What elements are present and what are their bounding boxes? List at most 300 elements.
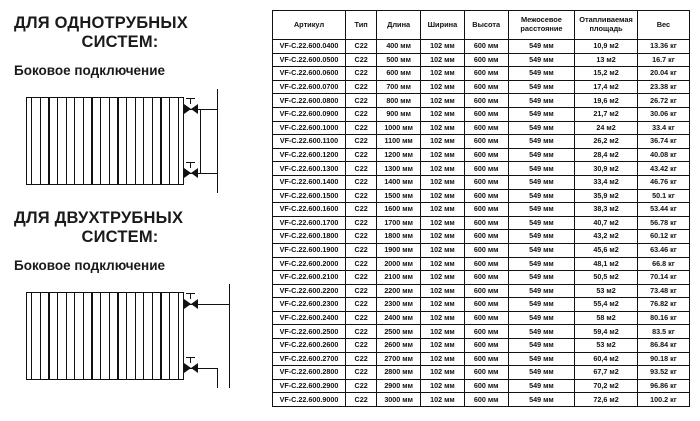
cell-heated-area: 35,9 м2: [575, 189, 638, 203]
cell-type: С22: [345, 243, 376, 257]
table-row: [273, 162, 690, 176]
cell-height: 600 мм: [464, 284, 508, 298]
cell-type: С22: [345, 107, 376, 121]
cell-width: 102 мм: [421, 352, 465, 366]
column-header-weight: Вес: [637, 11, 689, 40]
cell-type: С22: [345, 366, 376, 380]
cell-axis-distance: 549 мм: [508, 40, 575, 54]
table-row: [273, 339, 690, 353]
cell-type: С22: [345, 216, 376, 230]
heading-single-pipe-line2: СИСТЕМ:: [81, 33, 159, 51]
cell-type: С22: [345, 80, 376, 94]
cell-weight: 50.1 кг: [637, 189, 689, 203]
cell-height: 600 мм: [464, 162, 508, 176]
cell-article: VF-C.22.600.9000: [273, 393, 346, 407]
cell-length: 2500 мм: [377, 325, 421, 339]
table-row: [273, 366, 690, 380]
radiator-fin: [91, 98, 92, 184]
radiator-fin: [117, 98, 118, 184]
cell-weight: 73.48 кг: [637, 284, 689, 298]
cell-heated-area: 53 м2: [575, 284, 638, 298]
cell-axis-distance: 549 мм: [508, 80, 575, 94]
radiator-fin: [48, 293, 49, 379]
cell-axis-distance: 549 мм: [508, 94, 575, 108]
cell-heated-area: 67,7 м2: [575, 366, 638, 380]
cell-type: С22: [345, 393, 376, 407]
cell-weight: 90.18 кг: [637, 352, 689, 366]
radiator-fin: [169, 98, 170, 184]
cell-weight: 20.04 кг: [637, 67, 689, 81]
radiator-fin: [40, 293, 41, 379]
table-row: [273, 189, 690, 203]
cell-article: VF-C.22.600.0800: [273, 94, 346, 108]
cell-height: 600 мм: [464, 325, 508, 339]
cell-weight: 100.2 кг: [637, 393, 689, 407]
cell-height: 600 мм: [464, 203, 508, 217]
valve-icon-return: [184, 363, 198, 374]
radiator-fin: [135, 98, 136, 184]
cell-height: 600 мм: [464, 107, 508, 121]
cell-article: VF-C.22.600.2900: [273, 379, 346, 393]
column-header-length: Длина: [377, 11, 421, 40]
cell-type: С22: [345, 325, 376, 339]
cell-axis-distance: 549 мм: [508, 366, 575, 380]
table-row: [273, 107, 690, 121]
radiator-fin: [143, 98, 144, 184]
cell-heated-area: 55,4 м2: [575, 298, 638, 312]
spec-table: [272, 10, 690, 407]
cell-article: VF-C.22.600.1900: [273, 243, 346, 257]
radiator-fin: [31, 293, 32, 379]
table-row: [273, 148, 690, 162]
column-header-axis-distance: Межосевое расстояние: [508, 11, 575, 40]
cell-height: 600 мм: [464, 366, 508, 380]
cell-length: 500 мм: [377, 53, 421, 67]
table-row: [273, 94, 690, 108]
radiator-body: [26, 97, 184, 185]
table-row: [273, 257, 690, 271]
cell-length: 1700 мм: [377, 216, 421, 230]
pipe-return-riser: [217, 368, 218, 388]
column-header-article: Артикул: [273, 11, 346, 40]
cell-article: VF-C.22.600.0700: [273, 80, 346, 94]
valve-icon-return: [184, 168, 198, 179]
cell-axis-distance: 549 мм: [508, 216, 575, 230]
cell-width: 102 мм: [421, 379, 465, 393]
cell-axis-distance: 549 мм: [508, 393, 575, 407]
cell-width: 102 мм: [421, 298, 465, 312]
table-row: [273, 325, 690, 339]
radiator-fin: [91, 293, 92, 379]
cell-heated-area: 50,5 м2: [575, 271, 638, 285]
cell-height: 600 мм: [464, 148, 508, 162]
pipe-riser: [217, 89, 218, 193]
cell-width: 102 мм: [421, 366, 465, 380]
table-body: [273, 40, 690, 407]
cell-heated-area: 48,1 м2: [575, 257, 638, 271]
cell-length: 1900 мм: [377, 243, 421, 257]
cell-heated-area: 28,4 м2: [575, 148, 638, 162]
cell-axis-distance: 549 мм: [508, 352, 575, 366]
cell-heated-area: 33,4 м2: [575, 175, 638, 189]
cell-weight: 30.06 кг: [637, 107, 689, 121]
cell-heated-area: 59,4 м2: [575, 325, 638, 339]
table-header-row: [273, 11, 690, 40]
cell-width: 102 мм: [421, 216, 465, 230]
cell-weight: 46.76 кг: [637, 175, 689, 189]
cell-type: С22: [345, 175, 376, 189]
table-row: [273, 393, 690, 407]
cell-type: С22: [345, 284, 376, 298]
cell-weight: 43.42 кг: [637, 162, 689, 176]
radiator-fin: [100, 98, 101, 184]
table-row: [273, 67, 690, 81]
cell-width: 102 мм: [421, 339, 465, 353]
cell-heated-area: 60,4 м2: [575, 352, 638, 366]
cell-type: С22: [345, 121, 376, 135]
radiator-fin: [57, 293, 58, 379]
cell-width: 102 мм: [421, 325, 465, 339]
radiator-fin: [152, 293, 153, 379]
cell-article: VF-C.22.600.1500: [273, 189, 346, 203]
radiator-fin: [100, 293, 101, 379]
table-row: [273, 352, 690, 366]
pipe-bypass: [200, 109, 201, 173]
cell-length: 1800 мм: [377, 230, 421, 244]
cell-article: VF-C.22.600.0500: [273, 53, 346, 67]
cell-type: С22: [345, 257, 376, 271]
cell-height: 600 мм: [464, 80, 508, 94]
cell-article: VF-C.22.600.1100: [273, 135, 346, 149]
cell-type: С22: [345, 189, 376, 203]
cell-width: 102 мм: [421, 107, 465, 121]
cell-heated-area: 58 м2: [575, 311, 638, 325]
section-single-pipe: [14, 14, 262, 195]
cell-weight: 33.4 кг: [637, 121, 689, 135]
radiator-diagram-double-pipe: [14, 282, 262, 390]
radiator-fin: [117, 293, 118, 379]
valve-stem: [190, 294, 191, 299]
cell-height: 600 мм: [464, 352, 508, 366]
valve-handle: [186, 162, 195, 163]
radiator-fin: [143, 293, 144, 379]
cell-width: 102 мм: [421, 40, 465, 54]
cell-heated-area: 15,2 м2: [575, 67, 638, 81]
table-row: [273, 40, 690, 54]
radiator-fins: [27, 293, 183, 379]
radiator-fin: [135, 293, 136, 379]
subheading-double-pipe: Боковое подключение: [14, 258, 166, 273]
cell-width: 102 мм: [421, 284, 465, 298]
cell-article: VF-C.22.600.1200: [273, 148, 346, 162]
radiator-fin: [31, 98, 32, 184]
cell-height: 600 мм: [464, 379, 508, 393]
cell-article: VF-C.22.600.2000: [273, 257, 346, 271]
cell-article: VF-C.22.600.1600: [273, 203, 346, 217]
cell-height: 600 мм: [464, 298, 508, 312]
cell-weight: 40.08 кг: [637, 148, 689, 162]
cell-weight: 60.12 кг: [637, 230, 689, 244]
cell-type: С22: [345, 271, 376, 285]
table-row: [273, 243, 690, 257]
cell-width: 102 мм: [421, 162, 465, 176]
cell-heated-area: 43,2 м2: [575, 230, 638, 244]
cell-heated-area: 38,3 м2: [575, 203, 638, 217]
cell-article: VF-C.22.600.2500: [273, 325, 346, 339]
cell-type: С22: [345, 135, 376, 149]
table-row: [273, 284, 690, 298]
cell-width: 102 мм: [421, 175, 465, 189]
radiator-fin: [109, 293, 110, 379]
cell-axis-distance: 549 мм: [508, 148, 575, 162]
radiator-diagram-single-pipe: [14, 87, 262, 195]
radiator-fin: [169, 293, 170, 379]
cell-length: 400 мм: [377, 40, 421, 54]
radiator-fin: [83, 98, 84, 184]
radiator-fin: [40, 98, 41, 184]
radiator-fin: [66, 293, 67, 379]
cell-weight: 36.74 кг: [637, 135, 689, 149]
cell-width: 102 мм: [421, 257, 465, 271]
cell-width: 102 мм: [421, 243, 465, 257]
diagram-column: [0, 0, 272, 421]
radiator-fin: [178, 98, 179, 184]
cell-width: 102 мм: [421, 67, 465, 81]
radiator-fin: [74, 293, 75, 379]
cell-article: VF-C.22.600.0600: [273, 67, 346, 81]
cell-weight: 53.44 кг: [637, 203, 689, 217]
radiator-fin: [83, 293, 84, 379]
cell-height: 600 мм: [464, 135, 508, 149]
cell-article: VF-C.22.600.2300: [273, 298, 346, 312]
cell-length: 2600 мм: [377, 339, 421, 353]
column-header-width: Ширина: [421, 11, 465, 40]
cell-height: 600 мм: [464, 271, 508, 285]
radiator-body: [26, 292, 184, 380]
radiator-fin: [48, 98, 49, 184]
cell-weight: 83.5 кг: [637, 325, 689, 339]
cell-heated-area: 26,2 м2: [575, 135, 638, 149]
cell-article: VF-C.22.600.1400: [273, 175, 346, 189]
radiator-fin: [126, 98, 127, 184]
cell-article: VF-C.22.600.2800: [273, 366, 346, 380]
cell-width: 102 мм: [421, 148, 465, 162]
cell-type: С22: [345, 94, 376, 108]
cell-heated-area: 19,6 м2: [575, 94, 638, 108]
cell-axis-distance: 549 мм: [508, 203, 575, 217]
section-double-pipe: [14, 209, 262, 390]
cell-length: 700 мм: [377, 80, 421, 94]
cell-heated-area: 45,6 м2: [575, 243, 638, 257]
heading-double-pipe-line2: СИСТЕМ:: [81, 228, 159, 246]
cell-length: 1500 мм: [377, 189, 421, 203]
cell-type: С22: [345, 311, 376, 325]
cell-width: 102 мм: [421, 311, 465, 325]
cell-article: VF-C.22.600.1000: [273, 121, 346, 135]
cell-length: 1200 мм: [377, 148, 421, 162]
table-row: [273, 311, 690, 325]
cell-weight: 13.36 кг: [637, 40, 689, 54]
cell-length: 2700 мм: [377, 352, 421, 366]
cell-length: 600 мм: [377, 67, 421, 81]
table-row: [273, 216, 690, 230]
cell-axis-distance: 549 мм: [508, 189, 575, 203]
cell-length: 1100 мм: [377, 135, 421, 149]
radiator-fin: [109, 98, 110, 184]
cell-type: С22: [345, 379, 376, 393]
table-row: [273, 121, 690, 135]
cell-axis-distance: 549 мм: [508, 121, 575, 135]
cell-length: 2000 мм: [377, 257, 421, 271]
cell-weight: 80.16 кг: [637, 311, 689, 325]
cell-height: 600 мм: [464, 230, 508, 244]
cell-type: С22: [345, 339, 376, 353]
cell-axis-distance: 549 мм: [508, 298, 575, 312]
radiator-fin: [152, 98, 153, 184]
cell-width: 102 мм: [421, 53, 465, 67]
table-row: [273, 175, 690, 189]
cell-axis-distance: 549 мм: [508, 67, 575, 81]
cell-height: 600 мм: [464, 393, 508, 407]
table-row: [273, 379, 690, 393]
cell-width: 102 мм: [421, 94, 465, 108]
valve-icon-supply: [184, 104, 198, 115]
cell-height: 600 мм: [464, 67, 508, 81]
cell-article: VF-C.22.600.0400: [273, 40, 346, 54]
cell-height: 600 мм: [464, 175, 508, 189]
valve-handle: [186, 293, 195, 294]
cell-heated-area: 10,9 м2: [575, 40, 638, 54]
radiator-fin: [160, 293, 161, 379]
cell-heated-area: 70,2 м2: [575, 379, 638, 393]
radiator-fin: [160, 98, 161, 184]
cell-axis-distance: 549 мм: [508, 284, 575, 298]
cell-weight: 16.7 кг: [637, 53, 689, 67]
cell-width: 102 мм: [421, 271, 465, 285]
cell-axis-distance: 549 мм: [508, 271, 575, 285]
cell-height: 600 мм: [464, 339, 508, 353]
cell-axis-distance: 549 мм: [508, 53, 575, 67]
cell-heated-area: 17,4 м2: [575, 80, 638, 94]
cell-width: 102 мм: [421, 230, 465, 244]
heading-double-pipe-line1: ДЛЯ ДВУХТРУБНЫХ: [14, 209, 184, 227]
cell-article: VF-C.22.600.1800: [273, 230, 346, 244]
radiator-fin: [74, 98, 75, 184]
cell-type: С22: [345, 67, 376, 81]
cell-type: С22: [345, 148, 376, 162]
cell-heated-area: 53 м2: [575, 339, 638, 353]
cell-article: VF-C.22.600.2200: [273, 284, 346, 298]
cell-length: 1300 мм: [377, 162, 421, 176]
cell-length: 2300 мм: [377, 298, 421, 312]
cell-width: 102 мм: [421, 189, 465, 203]
cell-article: VF-C.22.600.2600: [273, 339, 346, 353]
cell-length: 1600 мм: [377, 203, 421, 217]
cell-heated-area: 21,7 м2: [575, 107, 638, 121]
cell-width: 102 мм: [421, 203, 465, 217]
cell-length: 3000 мм: [377, 393, 421, 407]
radiator-fin: [126, 293, 127, 379]
cell-axis-distance: 549 мм: [508, 135, 575, 149]
cell-type: С22: [345, 203, 376, 217]
pipe-supply-riser: [229, 284, 230, 388]
cell-length: 1400 мм: [377, 175, 421, 189]
cell-axis-distance: 549 мм: [508, 379, 575, 393]
cell-height: 600 мм: [464, 94, 508, 108]
cell-heated-area: 72,6 м2: [575, 393, 638, 407]
cell-width: 102 мм: [421, 135, 465, 149]
cell-length: 2100 мм: [377, 271, 421, 285]
cell-length: 2200 мм: [377, 284, 421, 298]
cell-height: 600 мм: [464, 311, 508, 325]
column-header-type: Тип: [345, 11, 376, 40]
cell-type: С22: [345, 40, 376, 54]
radiator-fin: [57, 98, 58, 184]
cell-height: 600 мм: [464, 216, 508, 230]
cell-type: С22: [345, 162, 376, 176]
column-header-heated-area: Отапливаемая площадь: [575, 11, 638, 40]
valve-handle: [186, 98, 195, 99]
cell-width: 102 мм: [421, 80, 465, 94]
valve-stem: [190, 163, 191, 168]
cell-axis-distance: 549 мм: [508, 311, 575, 325]
heading-single-pipe: [14, 14, 262, 52]
valve-icon-supply: [184, 299, 198, 310]
cell-article: VF-C.22.600.1700: [273, 216, 346, 230]
cell-weight: 26.72 кг: [637, 94, 689, 108]
cell-weight: 76.82 кг: [637, 298, 689, 312]
cell-width: 102 мм: [421, 121, 465, 135]
cell-height: 600 мм: [464, 189, 508, 203]
cell-height: 600 мм: [464, 53, 508, 67]
cell-type: С22: [345, 352, 376, 366]
cell-type: С22: [345, 230, 376, 244]
table-row: [273, 271, 690, 285]
cell-axis-distance: 549 мм: [508, 230, 575, 244]
cell-heated-area: 24 м2: [575, 121, 638, 135]
cell-height: 600 мм: [464, 257, 508, 271]
cell-weight: 93.52 кг: [637, 366, 689, 380]
table-row: [273, 53, 690, 67]
heading-single-pipe-line1: ДЛЯ ОДНОТРУБНЫХ: [14, 14, 188, 32]
cell-axis-distance: 549 мм: [508, 107, 575, 121]
cell-axis-distance: 549 мм: [508, 339, 575, 353]
cell-length: 2400 мм: [377, 311, 421, 325]
radiator-fin: [178, 293, 179, 379]
spec-table-column: [272, 0, 700, 421]
radiator-fin: [66, 98, 67, 184]
cell-length: 2900 мм: [377, 379, 421, 393]
cell-article: VF-C.22.600.0900: [273, 107, 346, 121]
table-row: [273, 230, 690, 244]
cell-weight: 70.14 кг: [637, 271, 689, 285]
cell-height: 600 мм: [464, 40, 508, 54]
cell-type: С22: [345, 298, 376, 312]
valve-stem: [190, 99, 191, 104]
subheading-single-pipe: Боковое подключение: [14, 63, 166, 78]
heading-double-pipe: [14, 209, 262, 247]
cell-article: VF-C.22.600.2700: [273, 352, 346, 366]
cell-axis-distance: 549 мм: [508, 243, 575, 257]
cell-heated-area: 40,7 м2: [575, 216, 638, 230]
cell-height: 600 мм: [464, 243, 508, 257]
cell-article: VF-C.22.600.2100: [273, 271, 346, 285]
cell-heated-area: 13 м2: [575, 53, 638, 67]
cell-article: VF-C.22.600.2400: [273, 311, 346, 325]
cell-width: 102 мм: [421, 393, 465, 407]
cell-weight: 96.86 кг: [637, 379, 689, 393]
cell-length: 2800 мм: [377, 366, 421, 380]
